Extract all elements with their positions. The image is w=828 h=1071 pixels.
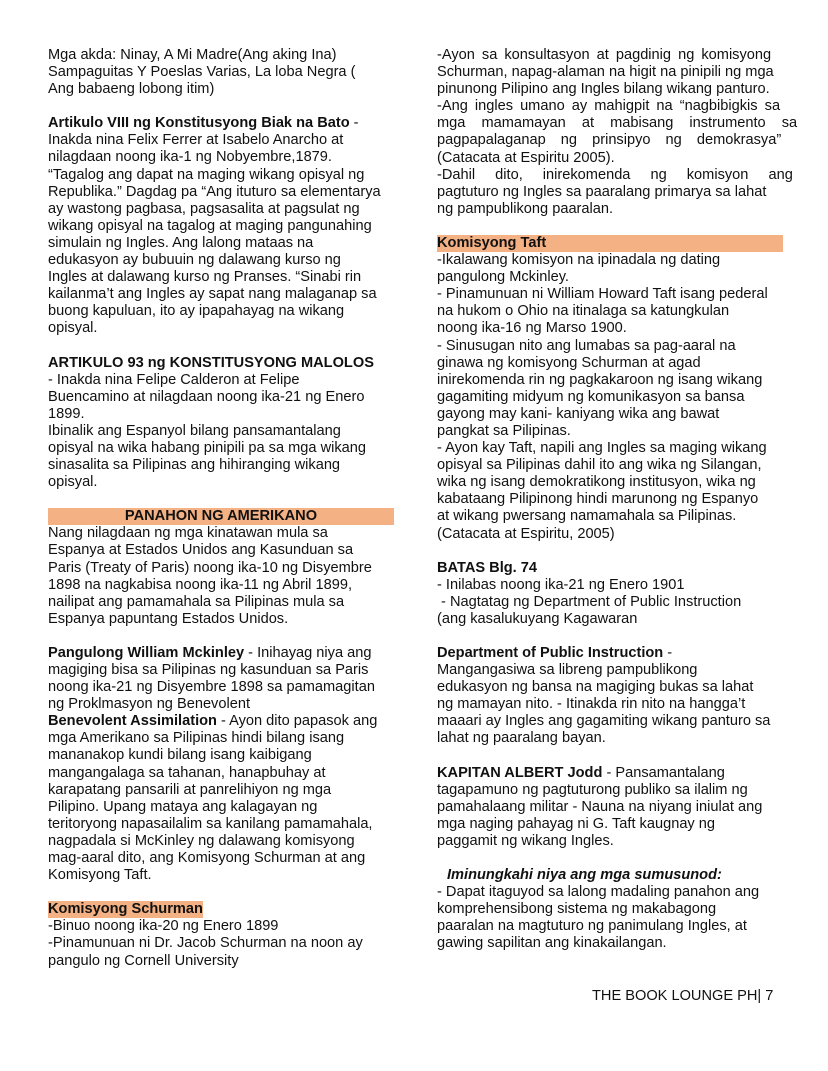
text-line: maaari ay Ingles ang gagamiting wikang panturo sa bbox=[437, 713, 771, 730]
text-line: inirekomenda rin ng pagkakaroon ng isang wikang bbox=[437, 371, 763, 388]
text-line: gawing sapilitan ang kinakailangan. bbox=[437, 935, 667, 952]
text-line: mangangalaga sa tahanan, hanapbuhay at bbox=[48, 764, 326, 781]
text-line: opisyal sa Pilipinas dahil ito ang wika ng Silangan, bbox=[437, 457, 762, 474]
section-title: Pangulong William Mckinley bbox=[48, 644, 245, 661]
akda-paragraph bbox=[48, 47, 394, 98]
text-line: Espanya papuntang Estados Unidos. bbox=[48, 610, 289, 627]
text-line: nilagdaan noong ika-1 ng Nobyembre,1879. bbox=[48, 149, 332, 166]
section-title-line bbox=[48, 645, 394, 662]
text-line: sinasalita sa Pilipinas ang hihiranging wikang bbox=[48, 457, 341, 474]
text-line: gayong may kani- kaniyang wika ang bawat bbox=[437, 405, 720, 422]
text-line: tagapamuno ng pagtuturong publiko sa ilalim ng bbox=[437, 781, 748, 798]
section-title-line bbox=[48, 713, 394, 730]
text-line: opisyal na wika habang pinipili pa sa mga wikang bbox=[48, 439, 367, 456]
text-line: mga Amerikano sa Pilipinas hindi bilang isang bbox=[48, 730, 345, 747]
text-line: -Dahil dito, inirekomenda ng komisyon ang bbox=[437, 166, 793, 183]
section-title-line bbox=[48, 901, 394, 918]
section-title-line bbox=[48, 115, 394, 132]
text-line: “Tagalog ang dapat na maging wikang opisyal ng bbox=[48, 166, 365, 183]
section-title: Artikulo VIII ng Konstitusyong Biak na Bato bbox=[48, 115, 350, 132]
text-line: at wikang pwersang namamahala sa Pilipinas. bbox=[437, 508, 737, 525]
text-line: wika ng isang demokratikong institusyon, wika ng bbox=[437, 474, 756, 491]
title-suffix: - bbox=[663, 645, 673, 661]
text-line: edukasyon ng bansa na magiging bukas sa lahat bbox=[437, 679, 754, 696]
text-line: (ang kasalukuyang Kagawaran bbox=[437, 610, 638, 627]
text-line: teritoryong napasailalim sa kanilang pamamahala, bbox=[48, 815, 373, 832]
text-line: kailanma’t ang Ingles ay sapat nang malaganap sa bbox=[48, 286, 377, 303]
text-line: ng Proklmasyon ng Benevolent bbox=[48, 696, 251, 713]
text-line: Ang babaeng lobong itim) bbox=[48, 81, 215, 98]
text-line: kabataang Pilipinong hindi marunong ng Espanyo bbox=[437, 491, 759, 508]
text-line: - Ayon kay Taft, napili ang Ingles sa maging wikang bbox=[437, 440, 767, 457]
text-line: Komisyong Taft. bbox=[48, 867, 152, 884]
taft-section bbox=[437, 235, 783, 543]
text-line: simulain ng Ingles. Ang lalong mataas na bbox=[48, 234, 314, 251]
biak-na-bato-section bbox=[48, 115, 394, 337]
left-column bbox=[48, 47, 394, 970]
text-line: na hukom o Ohio na itinalaga sa katungkulan bbox=[437, 303, 730, 320]
schurman-section bbox=[48, 901, 394, 969]
text-line: Mga akda: Ninay, A Mi Madre(Ang aking Ina) bbox=[48, 47, 337, 63]
text-line: wikang opisyal na tagalog at maging pangunahing bbox=[48, 217, 372, 234]
text-line: pangulong Mckinley. bbox=[437, 269, 569, 286]
section-heading-highlight: Komisyong Schurman bbox=[48, 901, 203, 918]
text-line: mananakop kundi bilang isang kaibigang bbox=[48, 747, 312, 764]
text-line: karapatang pansarili at panrelihiyon ng mga bbox=[48, 781, 332, 798]
section-title-line bbox=[48, 355, 394, 372]
text-line: - Sinusugan nito ang lumabas sa pag-aaral na bbox=[437, 337, 736, 354]
text-line: ng pampublikong paaralan. bbox=[437, 200, 614, 217]
section-title-line bbox=[437, 645, 783, 662]
text-line: - Pinamunuan ni William Howard Taft isang pederal bbox=[437, 286, 768, 303]
section-title: Benevolent Assimilation bbox=[48, 713, 217, 730]
section-title: KAPITAN ALBERT Jodd bbox=[437, 764, 603, 781]
text-line: opisyal. bbox=[48, 320, 98, 337]
text-line: nailipat ang pamamahala sa Pilipinas mula sa bbox=[48, 593, 345, 610]
text-line: magiging bisa sa Pilipinas ng kasunduan sa Paris bbox=[48, 662, 369, 678]
text-inline: - Pansamantalang bbox=[602, 764, 725, 781]
section-title-line bbox=[437, 765, 783, 782]
text-line: Pilipino. Upang mataya ang kalagayan ng bbox=[48, 798, 318, 815]
text-line: Paris (Treaty of Paris) noong ika-10 ng Disyembre bbox=[48, 559, 372, 576]
text-line: Sampaguitas Y Poeslas Varias, La loba Negra ( bbox=[48, 64, 356, 81]
text-line: -Ayon sa konsultasyon at pagdinig ng komisyong bbox=[437, 47, 772, 63]
title-suffix: - bbox=[349, 115, 359, 132]
text-line: - Inilabas noong ika-21 ng Enero 1901 bbox=[437, 576, 685, 593]
text-line: noong ika-16 ng Marso 1900. bbox=[437, 320, 627, 337]
text-line: Schurman, napag-alaman na higit na pinipili ng mga bbox=[437, 64, 774, 81]
text-line: pagtuturo ng Ingles sa paaralang primarya sa lahat bbox=[437, 183, 767, 200]
text-line: (Catacata at Espiritu, 2005) bbox=[437, 525, 615, 542]
text-line: Ingles at dalawang kurso ng Pranses. “Sinabi rin bbox=[48, 269, 362, 286]
text-line: buong kapuluan, ito ay ipapahayag na wikang bbox=[48, 303, 345, 320]
text-line: - Dapat itaguyod sa lalong madaling panahon ang bbox=[437, 884, 760, 901]
amerikano-section bbox=[48, 508, 394, 628]
text-line: paaralan na magtuturo ng panimulang Ingles, at bbox=[437, 918, 747, 935]
text-line: Republika.” Dagdag pa “Ang ituturo sa elementarya bbox=[48, 183, 381, 200]
section-heading-highlight: Komisyong Taft bbox=[437, 235, 783, 252]
text-line: (Catacata at Espiritu 2005). bbox=[437, 149, 615, 166]
dpi-section bbox=[437, 645, 783, 748]
text-line: mag-aaral dito, ang Komisyong Schurman at ang bbox=[48, 850, 366, 867]
text-line: Nang nilagdaan ng mga kinatawan mula sa bbox=[48, 525, 328, 542]
text-line: noong ika-21 ng Disyembre 1898 sa pamamagitan bbox=[48, 679, 375, 696]
text-line: -Pinamunuan ni Dr. Jacob Schurman na noon ay bbox=[48, 935, 363, 952]
text-line: Ibinalik ang Espanyol bilang pansamantalang bbox=[48, 422, 341, 439]
text-line: -Ikalawang komisyon na ipinadala ng dating bbox=[437, 252, 721, 269]
text-line: - Nagtatag ng Department of Public Instruction bbox=[437, 593, 742, 610]
text-line: edukasyon ay bubuuin ng dalawang kurso ng bbox=[48, 252, 341, 269]
text-line: pamahalaang militar - Nauna na niyang iniulat ang bbox=[437, 798, 763, 815]
text-line: ng mamayan nito. - Itinakda rin nito na hangga’t bbox=[437, 696, 746, 713]
text-line: paggamit ng wikang Ingles. bbox=[437, 832, 614, 849]
mungkahi-section bbox=[437, 867, 783, 952]
schurman-continued bbox=[437, 47, 798, 218]
text-line: Espanya at Estados Unidos ang Kasunduan sa bbox=[48, 542, 354, 559]
section-title: Department of Public Instruction bbox=[437, 645, 664, 661]
right-column bbox=[437, 47, 798, 953]
text-line: pagpapalaganap ng prinsipyo ng demokrasya” bbox=[437, 132, 782, 149]
text-line: 1899. bbox=[48, 405, 85, 422]
text-line: pangulo ng Cornell University bbox=[48, 952, 239, 969]
page-footer: THE BOOK LOUNGE PH| 7 bbox=[592, 988, 774, 1004]
text-line: Buencamino at nilagdaan noong ika-21 ng Enero bbox=[48, 388, 365, 405]
text-line: ginawa ng komisyong Schurman at agad bbox=[437, 354, 701, 371]
text-inline: - Inihayag niya ang bbox=[244, 644, 372, 661]
section-title-italic: Iminungkahi niya ang mga sumusunod: bbox=[447, 867, 722, 884]
batas-section bbox=[437, 560, 783, 628]
text-line: gagamiting midyum ng komunikasyon sa bansa bbox=[437, 388, 745, 405]
text-line: opisyal. bbox=[48, 474, 98, 491]
text-line: mga naging pahayag ni G. Taft kaugnay ng bbox=[437, 815, 716, 832]
text-line: Inakda nina Felix Ferrer at Isabelo Anarcho at bbox=[48, 132, 344, 149]
section-heading-highlight: PANAHON NG AMERIKANO bbox=[48, 508, 394, 525]
text-inline: - Ayon dito papasok ang bbox=[216, 713, 378, 730]
section-title: ARTIKULO 93 ng KONSTITUSYONG MALOLOS bbox=[48, 354, 374, 371]
malolos-section bbox=[48, 355, 394, 492]
text-line: lahat ng paaralang bayan. bbox=[437, 730, 606, 747]
text-line: -Binuo noong ika-20 ng Enero 1899 bbox=[48, 918, 279, 935]
text-line: pinunong Pilipino ang Ingles bilang wikang panturo. bbox=[437, 81, 770, 98]
section-title: BATAS Blg. 74 bbox=[437, 559, 538, 576]
text-line: mga mamamayan at mabisang instrumento sa bbox=[437, 115, 798, 132]
text-line: -Ang ingles umano ay mahigpit na “nagbibigkis sa bbox=[437, 98, 781, 115]
text-line: Mangangasiwa sa libreng pampublikong bbox=[437, 662, 698, 679]
text-line: ay wastong pagbasa, pagsasalita at pagsulat ng bbox=[48, 200, 360, 217]
text-line: - Inakda nina Felipe Calderon at Felipe bbox=[48, 371, 300, 388]
text-line: 1898 na nagkabisa noong ika-11 ng Abril 1899, bbox=[48, 576, 353, 593]
text-line: nagpadala si McKinley ng dalawang komisyong bbox=[48, 832, 355, 849]
text-line: komprehensibong sistema ng makabagong bbox=[437, 901, 717, 918]
jodd-section bbox=[437, 765, 783, 850]
text-line: pangkat sa Pilipinas. bbox=[437, 422, 571, 439]
mckinley-section bbox=[48, 645, 394, 884]
section-title-line bbox=[437, 560, 783, 577]
